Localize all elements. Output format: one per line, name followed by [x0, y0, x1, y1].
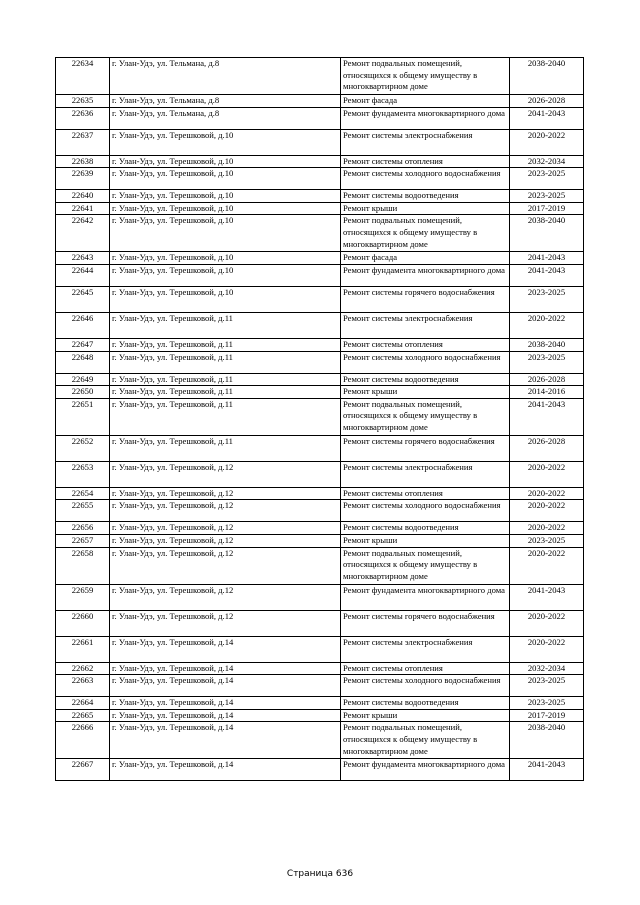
address-cell: г. Улан-Удэ, ул. Терешковой, д.11	[110, 373, 341, 386]
period-cell: 2041-2043	[510, 264, 584, 286]
work-type-cell: Ремонт системы водоотведения	[341, 697, 510, 710]
address-cell: г. Улан-Удэ, ул. Терешковой, д.10	[110, 168, 341, 190]
period-cell: 2023-2025	[510, 190, 584, 203]
address-cell: г. Улан-Удэ, ул. Терешковой, д.11	[110, 338, 341, 351]
period-cell: 2014-2016	[510, 386, 584, 399]
row-number: 22656	[56, 522, 110, 535]
table-row	[56, 435, 584, 461]
period-cell: 2041-2043	[510, 252, 584, 265]
work-type-cell: Ремонт подвальных помещений, относящихся к общему имуществу в многоквартирном доме	[341, 547, 510, 584]
row-number: 22653	[56, 461, 110, 487]
work-type-cell: Ремонт системы горячего водоснабжения	[341, 435, 510, 461]
table-row	[56, 636, 584, 662]
work-type-cell: Ремонт подвальных помещений, относящихся к общему имуществу в многоквартирном доме	[341, 58, 510, 95]
work-type-cell: Ремонт системы холодного водоснабжения	[341, 675, 510, 697]
table-row	[56, 584, 584, 610]
period-cell: 2017-2019	[510, 709, 584, 722]
period-cell: 2038-2040	[510, 58, 584, 95]
table-row	[56, 461, 584, 487]
period-cell: 2038-2040	[510, 215, 584, 252]
table-row	[56, 252, 584, 265]
period-cell: 2023-2025	[510, 697, 584, 710]
period-cell: 2020-2022	[510, 487, 584, 500]
work-type-cell: Ремонт крыши	[341, 386, 510, 399]
table-row	[56, 522, 584, 535]
period-cell: 2041-2043	[510, 584, 584, 610]
address-cell: г. Улан-Удэ, ул. Тельмана, д.8	[110, 95, 341, 108]
address-cell: г. Улан-Удэ, ул. Терешковой, д.12	[110, 487, 341, 500]
work-type-cell: Ремонт подвальных помещений, относящихся к общему имуществу в многоквартирном доме	[341, 722, 510, 759]
work-type-cell: Ремонт системы электроснабжения	[341, 129, 510, 155]
address-cell: г. Улан-Удэ, ул. Терешковой, д.14	[110, 759, 341, 781]
row-number: 22641	[56, 202, 110, 215]
table-row	[56, 547, 584, 584]
table-row	[56, 264, 584, 286]
address-cell: г. Улан-Удэ, ул. Терешковой, д.11	[110, 398, 341, 435]
table-row	[56, 202, 584, 215]
row-number: 22665	[56, 709, 110, 722]
address-cell: г. Улан-Удэ, ул. Терешковой, д.12	[110, 547, 341, 584]
address-cell: г. Улан-Удэ, ул. Терешковой, д.14	[110, 662, 341, 675]
address-cell: г. Улан-Удэ, ул. Терешковой, д.10	[110, 202, 341, 215]
period-cell: 2041-2043	[510, 398, 584, 435]
period-cell: 2026-2028	[510, 435, 584, 461]
table-row	[56, 386, 584, 399]
row-number: 22651	[56, 398, 110, 435]
row-number: 22661	[56, 636, 110, 662]
row-number: 22639	[56, 168, 110, 190]
period-cell: 2026-2028	[510, 95, 584, 108]
work-type-cell: Ремонт системы электроснабжения	[341, 312, 510, 338]
address-cell: г. Улан-Удэ, ул. Терешковой, д.12	[110, 500, 341, 522]
row-number: 22634	[56, 58, 110, 95]
period-cell: 2023-2025	[510, 168, 584, 190]
period-cell: 2020-2022	[510, 129, 584, 155]
work-type-cell: Ремонт системы водоотведения	[341, 373, 510, 386]
address-cell: г. Улан-Удэ, ул. Терешковой, д.10	[110, 286, 341, 312]
period-cell: 2023-2025	[510, 351, 584, 373]
period-cell: 2032-2034	[510, 155, 584, 168]
address-cell: г. Улан-Удэ, ул. Терешковой, д.10	[110, 155, 341, 168]
address-cell: г. Улан-Удэ, ул. Терешковой, д.11	[110, 435, 341, 461]
row-number: 22640	[56, 190, 110, 203]
address-cell: г. Улан-Удэ, ул. Терешковой, д.10	[110, 215, 341, 252]
work-type-cell: Ремонт системы холодного водоснабжения	[341, 500, 510, 522]
period-cell: 2020-2022	[510, 312, 584, 338]
work-type-cell: Ремонт фундамента многоквартирного дома	[341, 759, 510, 781]
table-row	[56, 373, 584, 386]
row-number: 22643	[56, 252, 110, 265]
period-cell: 2023-2025	[510, 534, 584, 547]
table-row	[56, 697, 584, 710]
work-type-cell: Ремонт системы электроснабжения	[341, 636, 510, 662]
row-number: 22649	[56, 373, 110, 386]
table-row	[56, 675, 584, 697]
table-row	[56, 215, 584, 252]
table-row	[56, 312, 584, 338]
page-number: Страница 636	[286, 869, 354, 879]
row-number: 22646	[56, 312, 110, 338]
table-row	[56, 662, 584, 675]
row-number: 22638	[56, 155, 110, 168]
row-number: 22645	[56, 286, 110, 312]
row-number: 22666	[56, 722, 110, 759]
work-type-cell: Ремонт фундамента многоквартирного дома	[341, 584, 510, 610]
row-number: 22635	[56, 95, 110, 108]
row-number: 22664	[56, 697, 110, 710]
period-cell: 2020-2022	[510, 522, 584, 535]
work-type-cell: Ремонт системы горячего водоснабжения	[341, 286, 510, 312]
work-type-cell: Ремонт системы холодного водоснабжения	[341, 351, 510, 373]
address-cell: г. Улан-Удэ, ул. Терешковой, д.10	[110, 264, 341, 286]
repair-schedule-table	[55, 57, 584, 781]
address-cell: г. Улан-Удэ, ул. Терешковой, д.12	[110, 584, 341, 610]
row-number: 22657	[56, 534, 110, 547]
work-type-cell: Ремонт системы отопления	[341, 338, 510, 351]
address-cell: г. Улан-Удэ, ул. Терешковой, д.10	[110, 190, 341, 203]
row-number: 22644	[56, 264, 110, 286]
address-cell: г. Улан-Удэ, ул. Тельмана, д.8	[110, 58, 341, 95]
work-type-cell: Ремонт подвальных помещений, относящихся к общему имуществу в многоквартирном доме	[341, 215, 510, 252]
table-row	[56, 610, 584, 636]
work-type-cell: Ремонт системы отопления	[341, 662, 510, 675]
address-cell: г. Улан-Удэ, ул. Терешковой, д.14	[110, 709, 341, 722]
work-type-cell: Ремонт системы отопления	[341, 155, 510, 168]
work-type-cell: Ремонт крыши	[341, 709, 510, 722]
work-type-cell: Ремонт фундамента многоквартирного дома	[341, 107, 510, 129]
work-type-cell: Ремонт крыши	[341, 534, 510, 547]
period-cell: 2020-2022	[510, 636, 584, 662]
period-cell: 2020-2022	[510, 500, 584, 522]
row-number: 22652	[56, 435, 110, 461]
table-row	[56, 286, 584, 312]
table-row	[56, 709, 584, 722]
row-number: 22637	[56, 129, 110, 155]
row-number: 22655	[56, 500, 110, 522]
period-cell: 2038-2040	[510, 338, 584, 351]
table-row	[56, 500, 584, 522]
period-cell: 2020-2022	[510, 610, 584, 636]
work-type-cell: Ремонт системы электроснабжения	[341, 461, 510, 487]
table-row	[56, 398, 584, 435]
period-cell: 2023-2025	[510, 675, 584, 697]
row-number: 22667	[56, 759, 110, 781]
work-type-cell: Ремонт крыши	[341, 202, 510, 215]
row-number: 22663	[56, 675, 110, 697]
address-cell: г. Улан-Удэ, ул. Терешковой, д.12	[110, 534, 341, 547]
table-row	[56, 351, 584, 373]
table-body	[56, 58, 584, 781]
row-number: 22654	[56, 487, 110, 500]
period-cell: 2026-2028	[510, 373, 584, 386]
address-cell: г. Улан-Удэ, ул. Терешковой, д.14	[110, 675, 341, 697]
work-type-cell: Ремонт фасада	[341, 252, 510, 265]
table-row	[56, 759, 584, 781]
row-number: 22642	[56, 215, 110, 252]
row-number: 22647	[56, 338, 110, 351]
row-number: 22650	[56, 386, 110, 399]
work-type-cell: Ремонт системы водоотведения	[341, 522, 510, 535]
address-cell: г. Улан-Удэ, ул. Терешковой, д.11	[110, 386, 341, 399]
table-row	[56, 190, 584, 203]
row-number: 22648	[56, 351, 110, 373]
table-row	[56, 338, 584, 351]
period-cell: 2023-2025	[510, 286, 584, 312]
period-cell: 2041-2043	[510, 759, 584, 781]
work-type-cell: Ремонт системы отопления	[341, 487, 510, 500]
work-type-cell: Ремонт фундамента многоквартирного дома	[341, 264, 510, 286]
row-number: 22658	[56, 547, 110, 584]
address-cell: г. Улан-Удэ, ул. Терешковой, д.12	[110, 461, 341, 487]
table-row	[56, 155, 584, 168]
period-cell: 2041-2043	[510, 107, 584, 129]
table-row	[56, 129, 584, 155]
period-cell: 2020-2022	[510, 461, 584, 487]
table-row	[56, 58, 584, 95]
address-cell: г. Улан-Удэ, ул. Терешковой, д.10	[110, 252, 341, 265]
table-row	[56, 95, 584, 108]
address-cell: г. Улан-Удэ, ул. Терешковой, д.12	[110, 610, 341, 636]
row-number: 22660	[56, 610, 110, 636]
work-type-cell: Ремонт подвальных помещений, относящихся к общему имуществу в многоквартирном доме	[341, 398, 510, 435]
address-cell: г. Улан-Удэ, ул. Терешковой, д.12	[110, 522, 341, 535]
period-cell: 2017-2019	[510, 202, 584, 215]
address-cell: г. Улан-Удэ, ул. Терешковой, д.14	[110, 697, 341, 710]
period-cell: 2038-2040	[510, 722, 584, 759]
table-row	[56, 534, 584, 547]
work-type-cell: Ремонт системы горячего водоснабжения	[341, 610, 510, 636]
work-type-cell: Ремонт системы водоотведения	[341, 190, 510, 203]
table-row	[56, 487, 584, 500]
address-cell: г. Улан-Удэ, ул. Терешковой, д.14	[110, 636, 341, 662]
work-type-cell: Ремонт фасада	[341, 95, 510, 108]
table-row	[56, 168, 584, 190]
work-type-cell: Ремонт системы холодного водоснабжения	[341, 168, 510, 190]
address-cell: г. Улан-Удэ, ул. Терешковой, д.11	[110, 312, 341, 338]
period-cell: 2032-2034	[510, 662, 584, 675]
period-cell: 2020-2022	[510, 547, 584, 584]
address-cell: г. Улан-Удэ, ул. Терешковой, д.11	[110, 351, 341, 373]
address-cell: г. Улан-Удэ, ул. Тельмана, д.8	[110, 107, 341, 129]
row-number: 22659	[56, 584, 110, 610]
table-row	[56, 722, 584, 759]
address-cell: г. Улан-Удэ, ул. Терешковой, д.14	[110, 722, 341, 759]
row-number: 22662	[56, 662, 110, 675]
address-cell: г. Улан-Удэ, ул. Терешковой, д.10	[110, 129, 341, 155]
row-number: 22636	[56, 107, 110, 129]
table-row	[56, 107, 584, 129]
